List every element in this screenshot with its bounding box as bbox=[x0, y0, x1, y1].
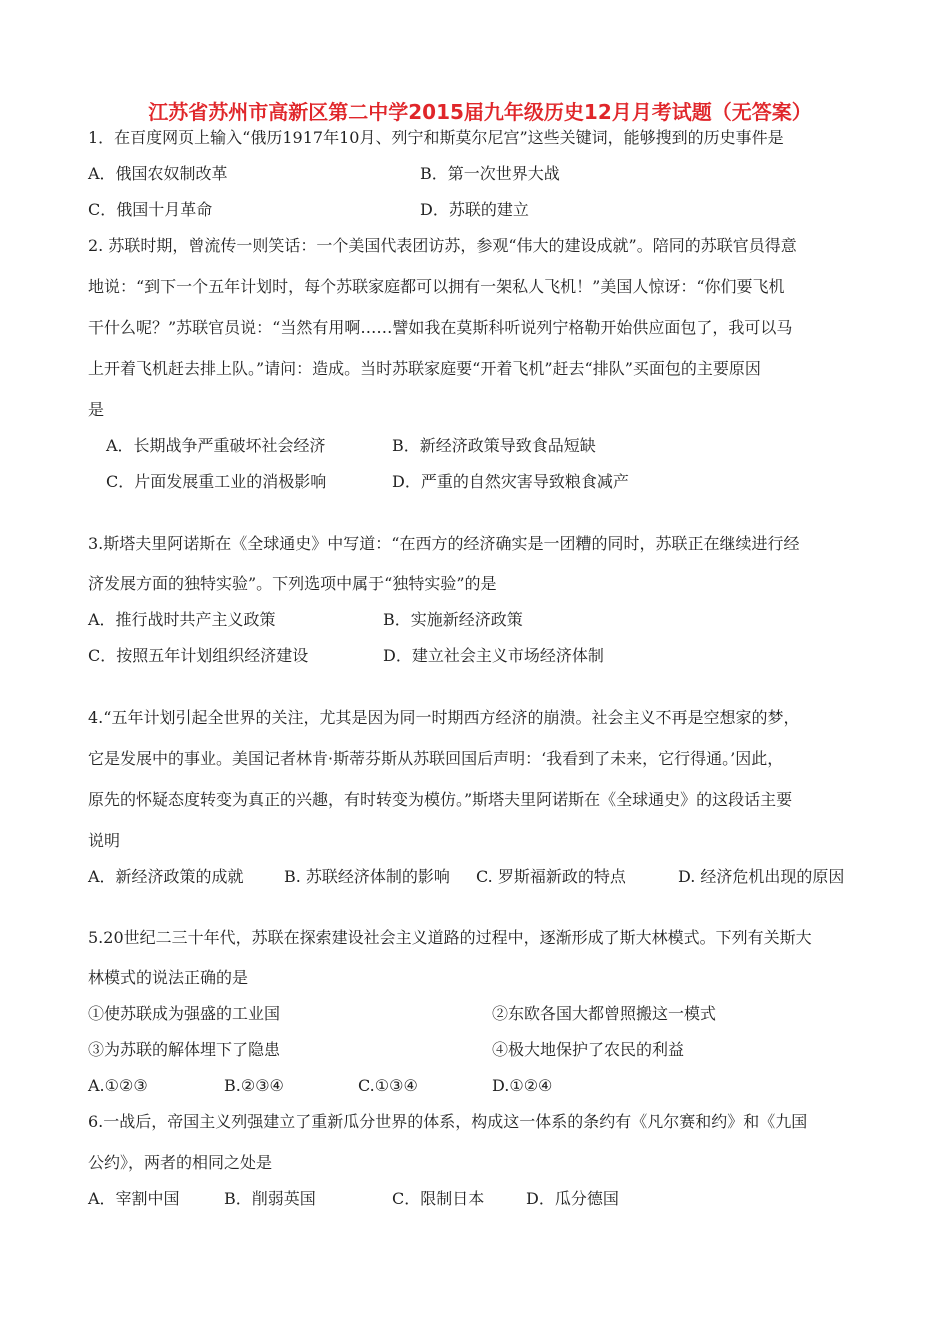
question-6-option-a: A．宰割中国 bbox=[88, 1189, 180, 1208]
question-6-stem-line: 公约》，两者的相同之处是 bbox=[88, 1153, 273, 1172]
question-4-stem-line: 4.“五年计划引起全世界的关注，尤其是因为同一时期西方经济的崩溃。社会主义不再是空想家的梦， bbox=[88, 708, 800, 727]
question-6-option-c: C．限制日本 bbox=[392, 1189, 485, 1208]
question-1-option-a: A．俄国农奴制改革 bbox=[88, 164, 228, 183]
question-5-statement-3: ③为苏联的解体埋下了隐患 bbox=[88, 1040, 281, 1059]
question-5-statement-1: ①使苏联成为强盛的工业国 bbox=[88, 1004, 281, 1023]
question-2-stem-line: 2. 苏联时期，曾流传一则笑话：一个美国代表团访苏，参观“伟大的建设成就”。陪同的苏联官员得意 bbox=[88, 236, 797, 255]
question-1-option-c: C．俄国十月革命 bbox=[88, 200, 213, 219]
question-4-stem-line: 它是发展中的事业。美国记者林肯·斯蒂芬斯从苏联回国后声明：‘我看到了未来，它行得通。’因此， bbox=[88, 749, 784, 768]
question-4-option-c: C. 罗斯福新政的特点 bbox=[476, 867, 626, 886]
page-title: 江苏省苏州市高新区第二中学2015届九年级历史12月月考试题（无答案） bbox=[148, 100, 812, 124]
question-3-option-a: A．推行战时共产主义政策 bbox=[88, 610, 276, 629]
question-5-option-a: A.①②③ bbox=[88, 1076, 148, 1095]
question-2-stem-line: 上开着飞机赶去排上队。”请问：造成。当时苏联家庭要“开着飞机”赶去“排队”买面包的主要原因 bbox=[88, 359, 761, 378]
question-3-option-c: C．按照五年计划组织经济建设 bbox=[88, 646, 309, 665]
question-5-stem-line: 5.20世纪二三十年代，苏联在探索建设社会主义道路的过程中，逐渐形成了斯大林模式。下列有关斯大 bbox=[88, 928, 812, 947]
question-5-statement-2: ②东欧各国大都曾照搬这一模式 bbox=[492, 1004, 717, 1023]
question-5-option-d: D.①②④ bbox=[492, 1076, 553, 1095]
question-5-statement-4: ④极大地保护了农民的利益 bbox=[492, 1040, 685, 1059]
question-5-stem-line: 林模式的说法正确的是 bbox=[88, 968, 249, 987]
question-5-option-c: C.①③④ bbox=[358, 1076, 418, 1095]
question-3-stem-line: 济发展方面的独特实验”。下列选项中属于“独特实验”的是 bbox=[88, 574, 497, 593]
question-4-stem-line: 原先的怀疑态度转变为真正的兴趣，有时转变为模仿。”斯塔夫里阿诺斯在《全球通史》的这段话主要 bbox=[88, 790, 793, 809]
question-6-stem-line: 6.一战后，帝国主义列强建立了重新瓜分世界的体系，构成这一体系的条约有《凡尔赛和约》和《九国 bbox=[88, 1112, 808, 1131]
question-3-option-b: B．实施新经济政策 bbox=[383, 610, 523, 629]
question-4-option-a: A．新经济政策的成就 bbox=[88, 867, 244, 886]
question-2-stem-line: 地说：“到下一个五年计划时，每个苏联家庭都可以拥有一架私人飞机！”美国人惊讶：“你们要飞机 bbox=[88, 277, 785, 296]
question-6-option-b: B．削弱英国 bbox=[224, 1189, 316, 1208]
question-2-option-a: A．长期战争严重破坏社会经济 bbox=[106, 436, 326, 455]
question-3-stem-line: 3.斯塔夫里阿诺斯在《全球通史》中写道：“在西方的经济确实是一团糟的同时，苏联正在继续进行经 bbox=[88, 534, 800, 553]
question-2-stem-line: 是 bbox=[88, 400, 105, 419]
question-1-stem: 1．在百度网页上输入“俄历1917年10月、列宁和斯莫尔尼宫”这些关键词，能够搜到的历史事件是 bbox=[88, 128, 784, 147]
question-4-stem-line: 说明 bbox=[88, 831, 121, 850]
question-6-option-d: D．瓜分德国 bbox=[526, 1189, 619, 1208]
question-3-option-d: D．建立社会主义市场经济体制 bbox=[383, 646, 604, 665]
question-4-option-d: D. 经济危机出现的原因 bbox=[678, 867, 845, 886]
question-5-option-b: B.②③④ bbox=[224, 1076, 284, 1095]
question-1-option-d: D．苏联的建立 bbox=[420, 200, 529, 219]
question-2-stem-line: 干什么呢？”苏联官员说：“当然有用啊……譬如我在莫斯科听说列宁格勒开始供应面包了，我可以马 bbox=[88, 318, 793, 337]
question-4-option-b: B. 苏联经济体制的影响 bbox=[284, 867, 450, 886]
question-2-option-b: B．新经济政策导致食品短缺 bbox=[392, 436, 596, 455]
question-2-option-d: D．严重的自然灾害导致粮食减产 bbox=[392, 472, 629, 491]
question-1-option-b: B．第一次世界大战 bbox=[420, 164, 560, 183]
question-2-option-c: C．片面发展重工业的消极影响 bbox=[106, 472, 327, 491]
